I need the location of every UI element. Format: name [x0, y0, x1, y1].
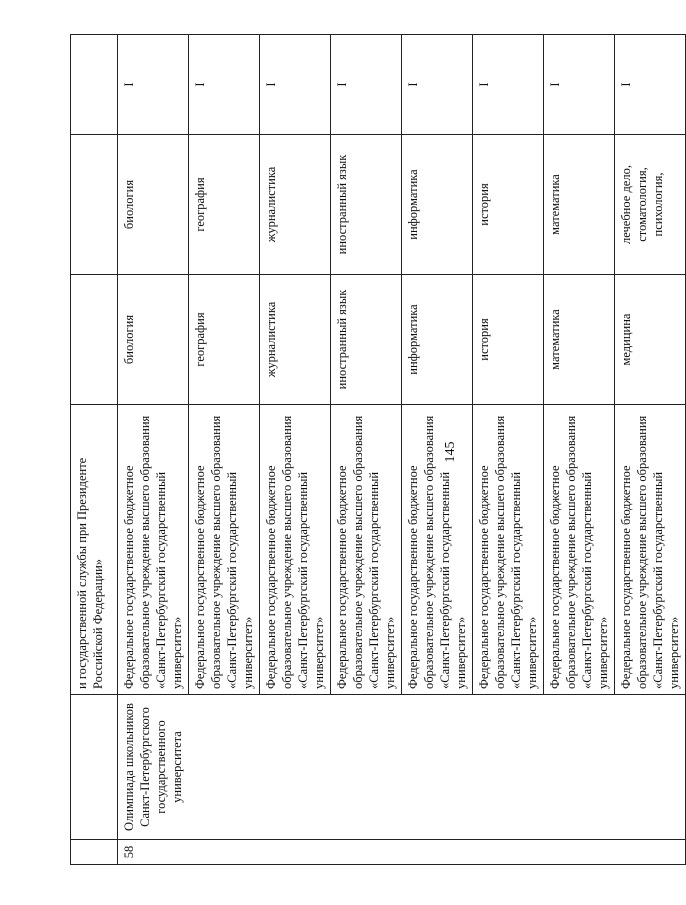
cont-subject-cell	[71, 275, 118, 405]
specialty-cell: математика	[544, 135, 615, 275]
subject-cell: информатика	[402, 275, 473, 405]
specialty-cell: журналистика	[260, 135, 331, 275]
continued-row	[71, 35, 118, 865]
level-cell: I	[402, 35, 473, 135]
olympiad-number: 58	[118, 840, 686, 865]
subject-cell: биология	[118, 275, 189, 405]
level-cell: I	[544, 35, 615, 135]
level-cell: I	[615, 35, 686, 135]
level-cell: I	[473, 35, 544, 135]
cont-specialty-cell	[71, 135, 118, 275]
organizer-cell: Федеральное государственное бюджетное образовательное учреждение высшего образования «Санкт-Петербургский государственный университет»	[402, 405, 473, 695]
specialty-cell: иностранный язык	[331, 135, 402, 275]
subject-cell: медицина	[615, 275, 686, 405]
organizer-cell: Федеральное государственное бюджетное образовательное учреждение высшего образования «Санкт-Петербургский государственный университет»	[615, 405, 686, 695]
olympiad-name: Олимпиада школьников Санкт-Петербургского государственного университета	[118, 695, 686, 840]
page-number: 145	[443, 441, 458, 463]
specialty-cell: лечебное дело, стоматология, психология,	[615, 135, 686, 275]
organizer-cell: Федеральное государственное бюджетное образовательное учреждение высшего образования «Санкт-Петербургский государственный университет»	[189, 405, 260, 695]
level-cell: I	[189, 35, 260, 135]
continued-org-text: и государственной службы при Президенте Российской Федерации»	[71, 405, 118, 695]
organizer-cell: Федеральное государственное бюджетное образовательное учреждение высшего образования «Санкт-Петербургский государственный университет»	[331, 405, 402, 695]
subject-cell: журналистика	[260, 275, 331, 405]
organizer-cell: Федеральное государственное бюджетное образовательное учреждение высшего образования «Санкт-Петербургский государственный университет»	[473, 405, 544, 695]
cont-level-cell	[71, 35, 118, 135]
specialty-cell: информатика	[402, 135, 473, 275]
organizer-cell: Федеральное государственное бюджетное образовательное учреждение высшего образования «Санкт-Петербургский государственный университет»	[544, 405, 615, 695]
subject-cell: история	[473, 275, 544, 405]
rotated-table-container	[70, 35, 681, 865]
level-cell: I	[260, 35, 331, 135]
table-row	[118, 35, 189, 865]
organizer-cell: Федеральное государственное бюджетное образовательное учреждение высшего образования «Санкт-Петербургский государственный университет»	[118, 405, 189, 695]
specialty-cell: история	[473, 135, 544, 275]
cont-name-cell	[71, 695, 118, 840]
specialty-cell: география	[189, 135, 260, 275]
olympiad-table	[70, 34, 686, 865]
level-cell: I	[331, 35, 402, 135]
specialty-cell: биология	[118, 135, 189, 275]
subject-cell: география	[189, 275, 260, 405]
level-cell: I	[118, 35, 189, 135]
cont-num-cell	[71, 840, 118, 865]
subject-cell: иностранный язык	[331, 275, 402, 405]
subject-cell: математика	[544, 275, 615, 405]
organizer-cell: Федеральное государственное бюджетное образовательное учреждение высшего образования «Санкт-Петербургский государственный университет»	[260, 405, 331, 695]
